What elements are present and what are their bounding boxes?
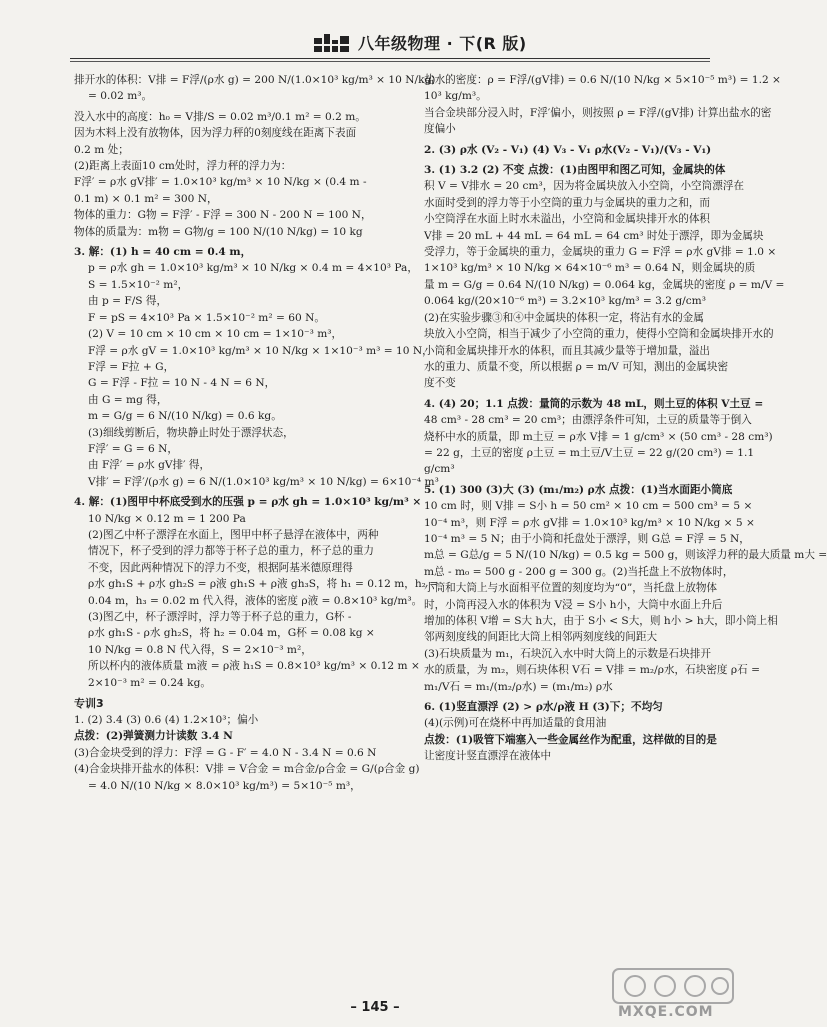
answer-line: (2) V = 10 cm × 10 cm × 10 cm = 1×10⁻³ m³，	[88, 328, 343, 341]
answer-line: (3)细线剪断后，物块静止时处于漂浮状态，	[88, 426, 294, 439]
answer-line: 由 F浮′ = ρ水 gV排′ 得，	[88, 459, 211, 472]
answer-line: 没入水中的高度：h₀ = V排/S = 0.02 m³/0.1 m² = 0.2 m。	[74, 110, 366, 123]
answer-line: 小筒和大筒上与水面相平位置的刻度均为“0”，当托盘上放物体	[424, 582, 718, 595]
answer-line: 0.1 m) × 0.1 m² = 300 N，	[74, 192, 218, 205]
question-4-heading: 4. 解：(1)图甲中杯底受到水的压强 p = ρ水 gh = 1.0×10³ kg/m³ ×	[74, 496, 422, 509]
tip-line: 点拨：(2)弹簧测力计读数 3.4 N	[74, 730, 233, 743]
answer-line: p = ρ水 gh = 1.0×10³ kg/m³ × 10 N/kg × 0.4 m = 4×10³ Pa，	[88, 262, 418, 275]
answer-line: 烧杯中水的质量，即 m土豆 = ρ水 V排 = 1 g/cm³ × (50 cm³ - 28 cm³)	[424, 430, 773, 443]
answer-line: 因为木料上没有放物体，因为浮力秤的0刻度线在距离下表面	[74, 127, 357, 140]
header-divider	[70, 58, 710, 59]
answer-line: 水的质量，为 m₂，则石块体积 V石 = V排 = m₂/ρ水，石块密度 ρ石 =	[424, 664, 760, 677]
answer-line: 邻两刻度线的间距比大筒上相邻两刻度线的间距大	[424, 631, 658, 644]
header-divider-thin	[70, 61, 710, 62]
answer-line: 水面时受到的浮力等于小空筒的重力与金属块的重力之和，而	[424, 196, 711, 209]
answer-line: 由 G = mg 得，	[88, 393, 168, 406]
answer-line: 10 N/kg = 0.8 N 代入得，S = 2×10⁻³ m²，	[88, 643, 312, 656]
answer-line: 受浮力，等于金属块的重力，金属块的重力 G = F浮 = ρ水 gV排 = 1.0 ×	[424, 246, 777, 259]
answer-line: F浮′ = ρ水 gV排′ = 1.0×10³ kg/m³ × 10 N/kg × (0.4 m -	[74, 176, 367, 189]
answer-line: m总 - m₀ = 500 g - 200 g = 300 g。(2)当托盘上不放物体时，	[424, 565, 734, 578]
answer-line: V排′ = F浮′/(ρ水 g) = 6 N/(1.0×10³ kg/m³ × 10 N/kg) = 6×10⁻⁴ m³	[88, 475, 439, 488]
answer-line: F浮′ = G = 6 N，	[88, 442, 179, 455]
answer-line: V排 = 20 mL + 44 mL = 64 mL = 64 cm³ 时处于漂浮，即为金属块	[424, 229, 764, 242]
question-4-answer: 4. (4) 20；1.1 点拨：量筒的示数为 48 mL，则土豆的体积 V土豆 =	[424, 397, 764, 410]
answer-line: ρ水 gh₁S + ρ水 gh₂S = ρ液 gh₁S + ρ液 gh₃S，将 h₁ = 0.12 m，h₂ =	[88, 578, 439, 591]
answer-line: 0.04 m，h₃ = 0.02 m 代入得，液体的密度 ρ液 = 0.8×10³ kg/m³。	[88, 594, 423, 607]
page-header	[0, 0, 750, 70]
answer-line: (3)图乙中，杯子漂浮时，浮力等于杯子总的重力，G杯 -	[88, 611, 352, 623]
answer-line: 10⁻⁴ m³，则 F浮 = ρ水 gV排 = 1.0×10³ kg/m³ × 10 N/kg × 5 ×	[424, 516, 755, 529]
answer-line: 排开水的体积：V排 = F浮/(ρ水 g) = 200 N/(1.0×10³ kg/m³ × 10 N/kg)	[74, 74, 436, 86]
answer-line: 10 N/kg × 0.12 m = 1 200 Pa	[88, 512, 246, 525]
answer-line: 10 cm 时，则 V排 = S小 h = 50 cm² × 10 cm = 500 cm³ = 5 ×	[424, 500, 753, 513]
answer-line: g/cm³	[424, 463, 455, 476]
answer-line: (2)在实验步骤③和④中金属块的体积一定，将沾有水的金属	[424, 311, 704, 324]
answer-line: 让密度计竖直漂浮在液体中	[424, 750, 552, 763]
answer-line: 0.2 m 处；	[74, 143, 129, 156]
answer-line: (4)合金块排开盐水的体积：V排 = V合金 = m合金/ρ合金 = G/(ρ合金 g)	[74, 763, 420, 776]
left-column	[74, 72, 439, 794]
answer-line: F浮 = ρ水 gV = 1.0×10³ kg/m³ × 10 N/kg × 1×10⁻³ m³ = 10 N，	[88, 344, 433, 357]
answer-line: (4)(示例)可在烧杯中再加适量的食用油	[424, 717, 607, 730]
answer-line: 小筒和金属块排开水的体积，而且其减少量等于增加量，溢出	[424, 344, 711, 357]
answer-line: F = pS = 4×10³ Pa × 1.5×10⁻² m² = 60 N。	[88, 311, 325, 324]
answer-line: 0.064 kg/(20×10⁻⁶ m³) = 3.2×10³ kg/m³ = 3.2 g/cm³	[424, 295, 706, 308]
answer-line: 盐水的密度：ρ = F浮/(gV排) = 0.6 N/(10 N/kg × 5×10⁻⁵ m³) = 1.2 ×	[424, 74, 781, 86]
answer-line: 2×10⁻³ m² = 0.24 kg。	[88, 676, 211, 689]
answer-line: (2)图乙中杯子漂浮在水面上，图甲中杯子悬浮在液体中，两种	[88, 528, 379, 541]
answer-line: 情况下，杯子受到的浮力都等于杯子总的重力，杯子总的重力	[88, 545, 375, 558]
watermark-text: MXQE.COM	[618, 1004, 714, 1020]
question-3-heading: 3. 解：(1) h = 40 cm = 0.4 m，	[74, 246, 252, 259]
answer-line: 由 p = F/S 得，	[88, 295, 168, 308]
answer-line: 小空筒浮在水面上时水未溢出，小空筒和金属块排开水的体积	[424, 213, 711, 226]
answer-line: 不变，因此两种情况下的浮力不变，根据阿基米德原理得	[88, 561, 353, 574]
answer-line: = 4.0 N/(10 N/kg × 8.0×10³ kg/m³) = 5×10⁻⁵ m³，	[88, 779, 361, 792]
section-heading: 专训3	[74, 697, 104, 711]
answer-line: m = G/g = 6 N/(10 N/kg) = 0.6 kg。	[88, 410, 282, 423]
answer-line: ρ水 gh₁S - ρ水 gh₂S，将 h₂ = 0.04 m，G杯 = 0.08 kg ×	[88, 627, 375, 640]
answer-line: 增加的体积 V增 = S大 h大，由于 S小 < S大，则 h小 > h大，即小筒上相	[424, 615, 778, 627]
answer-line: m₁/V石 = m₁/(m₂/ρ水) = (m₁/m₂) ρ水	[424, 680, 613, 693]
publisher-logo-icon	[312, 32, 352, 54]
question-6-answer: 6. (1)竖直漂浮 (2) > ρ水/ρ液 H (3)下；不均匀	[424, 701, 663, 714]
answer-line: 度偏小	[424, 123, 456, 136]
question-2-answer: 2. (3) ρ水 (V₂ - V₁) (4) V₃ - V₁ ρ水(V₂ - V₁)/(V₃ - V₁)	[424, 143, 712, 156]
answer-line: F浮 = F拉 + G，	[88, 360, 175, 373]
answer-line: S = 1.5×10⁻² m²，	[88, 278, 189, 291]
answer-line: (3)合金块受到的浮力：F浮 = G - F′ = 4.0 N - 3.4 N = 0.6 N	[74, 746, 377, 759]
answer-line: 10³ kg/m³。	[424, 90, 487, 103]
question-3-answer: 3. (1) 3.2 (2) 不变 点拨：(1)由图甲和图乙可知，金属块的体	[424, 164, 726, 177]
answer-line: 1. (2) 3.4 (3) 0.6 (4) 1.2×10³；偏小	[74, 714, 259, 727]
answer-line: 量 m = G/g = 0.64 N/(10 N/kg) = 0.064 kg，金属块的密度 ρ = m/V =	[424, 278, 785, 291]
header-title: 八年级物理 · 下(R 版)	[358, 34, 527, 53]
answer-line: 物体的重力：G物 = F浮′ - F浮 = 300 N - 200 N = 100 N，	[74, 209, 372, 222]
answer-line: 10⁻⁴ m³ = 5 N；由于小筒和托盘处于漂浮，则 G总 = F浮 = 5 N，	[424, 532, 750, 545]
answer-line: 1×10³ kg/m³ × 10 N/kg × 64×10⁻⁶ m³ = 0.64 N，则金属块的质	[424, 262, 756, 275]
answer-line: 物体的质量为：m物 = G物/g = 100 N/(10 N/kg) = 10 kg	[74, 225, 363, 238]
answer-line: 块放入小空筒，相当于减少了小空筒的重力，使得小空筒和金属块排开水的	[424, 328, 774, 341]
answer-line: = 0.02 m³。	[88, 90, 153, 103]
answer-line: (3)石块质量为 m₁，石块沉入水中时大筒上的示数是石块排开	[424, 647, 711, 660]
page-number: – 145 –	[350, 1000, 400, 1015]
answer-line: m总 = G总/g = 5 N/(10 N/kg) = 0.5 kg = 500 g，则该浮力秤的最大质量 m大 =	[424, 549, 827, 562]
answer-line: 度不变	[424, 377, 456, 390]
answer-line: 积 V = V排水 = 20 cm³，因为将金属块放入小空筒，小空筒漂浮在	[424, 180, 745, 193]
answer-line: = 22 g，土豆的密度 ρ土豆 = m土豆/V土豆 = 22 g/(20 cm³) = 1.1	[424, 446, 755, 459]
answer-line: 48 cm³ - 28 cm³ = 20 cm³；由漂浮条件可知，土豆的质量等于倒入	[424, 414, 752, 427]
right-column	[424, 72, 827, 765]
answer-line: 当合金块部分浸入时，F浮′偏小，则按照 ρ = F浮/(gV排) 计算出盐水的密	[424, 106, 772, 119]
answer-line: (2)距离上表面10 cm处时，浮力秤的浮力为：	[74, 160, 292, 173]
answer-line: G = F浮 - F拉 = 10 N - 4 N = 6 N，	[88, 377, 276, 390]
answer-line: 时，小筒再浸入水的体积为 V浸 = S小 h小，大筒中水面上升后	[424, 598, 723, 611]
question-5-answer: 5. (1) 300 (3)大 (3) (m₁/m₂) ρ水 点拨：(1)当水面距小筒底	[424, 483, 733, 496]
answer-line: 所以杯内的液体质量 m液 = ρ液 h₁S = 0.8×10³ kg/m³ × 0.12 m ×	[88, 660, 420, 673]
answer-line: 水的重力、质量不变，所以根据 ρ = m/V 可知，测出的金属块密	[424, 360, 729, 373]
tip-line: 点拨：(1)吸管下端塞入一些金属丝作为配重，这样做的目的是	[424, 733, 717, 746]
